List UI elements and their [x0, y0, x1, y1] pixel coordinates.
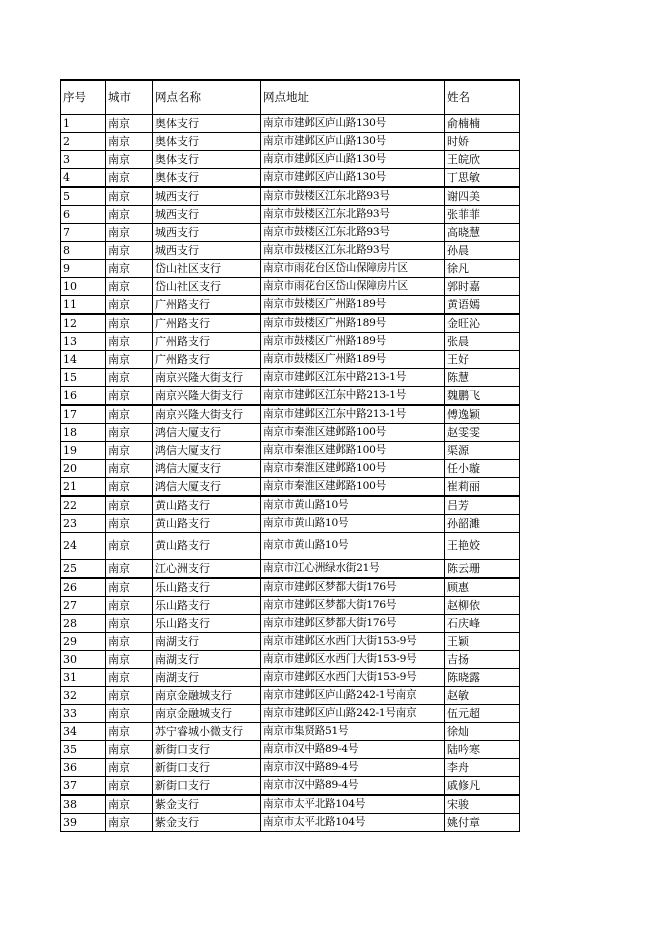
person-name-cell[interactable]: 姚付章 [445, 813, 520, 831]
city-cell[interactable]: 南京 [106, 596, 153, 614]
city-cell[interactable]: 南京 [106, 423, 153, 441]
branch-name-cell[interactable]: 南京金融城支行 [153, 686, 261, 704]
index-cell[interactable]: 10 [61, 277, 106, 295]
branch-address-cell[interactable]: 南京市建邺区庐山路130号 [261, 168, 445, 187]
table-row [61, 241, 520, 259]
branch-name-cell[interactable]: 乐山路支行 [153, 596, 261, 614]
branch-name-cell[interactable]: 乐山路支行 [153, 614, 261, 632]
index-cell[interactable]: 15 [61, 368, 106, 386]
city-cell[interactable]: 南京 [106, 241, 153, 259]
city-cell[interactable]: 南京 [106, 776, 153, 795]
table-row [61, 722, 520, 740]
index-cell[interactable]: 11 [61, 295, 106, 314]
branch-name-cell[interactable]: 乐山路支行 [153, 578, 261, 597]
branch-name-cell[interactable]: 南京兴隆大街支行 [153, 405, 261, 424]
branch-name-cell[interactable]: 紫金支行 [153, 795, 261, 814]
branch-name-cell[interactable]: 广州路支行 [153, 350, 261, 368]
table-row [61, 114, 520, 132]
city-cell[interactable]: 南京 [106, 441, 153, 459]
table-row [61, 596, 520, 614]
city-cell[interactable]: 南京 [106, 704, 153, 722]
index-cell[interactable]: 32 [61, 686, 106, 704]
table-row [61, 423, 520, 441]
branch-name-cell[interactable]: 南京金融城支行 [153, 704, 261, 722]
table-row [61, 205, 520, 223]
table-row [61, 386, 520, 405]
city-cell[interactable]: 南京 [106, 114, 153, 132]
branch-name-cell[interactable]: 广州路支行 [153, 314, 261, 333]
index-cell[interactable]: 13 [61, 332, 106, 350]
table-row [61, 132, 520, 150]
index-cell[interactable]: 34 [61, 722, 106, 740]
table-row [61, 514, 520, 532]
index-cell[interactable]: 4 [61, 168, 106, 187]
branch-name-cell[interactable]: 鸿信大厦支行 [153, 459, 261, 477]
person-name-cell[interactable]: 金旺沁 [445, 314, 520, 333]
person-name-cell[interactable]: 吉扬 [445, 650, 520, 668]
table-row [61, 405, 520, 424]
index-cell[interactable]: 9 [61, 259, 106, 277]
branch-name-cell[interactable]: 奥体支行 [153, 114, 261, 132]
city-cell[interactable]: 南京 [106, 578, 153, 597]
branch-address-cell[interactable]: 南京市鼓楼区江东北路93号 [261, 187, 445, 206]
table-row [61, 758, 520, 776]
index-cell[interactable]: 29 [61, 632, 106, 650]
index-cell[interactable]: 12 [61, 314, 106, 333]
branch-address-cell[interactable]: 南京市秦淮区建邺路100号 [261, 459, 445, 477]
person-name-cell[interactable]: 赵柳依 [445, 596, 520, 614]
index-cell[interactable]: 39 [61, 813, 106, 831]
branch-name-cell[interactable]: 新街口支行 [153, 740, 261, 758]
person-name-cell[interactable]: 傅逸颖 [445, 405, 520, 424]
branch-name-cell[interactable]: 南湖支行 [153, 650, 261, 668]
branch-address-cell[interactable]: 南京市建邺区水西门大街153-9号 [261, 632, 445, 650]
index-cell[interactable]: 2 [61, 132, 106, 150]
staff-table [60, 79, 520, 832]
branch-address-cell[interactable]: 南京市建邺区江东中路213-1号 [261, 405, 445, 424]
table-row [61, 740, 520, 758]
city-cell[interactable]: 南京 [106, 740, 153, 758]
branch-address-cell[interactable]: 南京市建邺区梦都大街176号 [261, 596, 445, 614]
table-row [61, 477, 520, 496]
branch-name-cell[interactable]: 城西支行 [153, 187, 261, 206]
branch-address-cell[interactable]: 南京市建邺区庐山路130号 [261, 132, 445, 150]
branch-name-cell[interactable]: 新街口支行 [153, 758, 261, 776]
branch-address-cell[interactable]: 南京市太平北路104号 [261, 795, 445, 814]
index-cell[interactable]: 37 [61, 776, 106, 795]
index-cell[interactable]: 23 [61, 514, 106, 532]
city-cell[interactable]: 南京 [106, 686, 153, 704]
person-name-cell[interactable]: 丁思敏 [445, 168, 520, 187]
city-cell[interactable]: 南京 [106, 722, 153, 740]
index-cell[interactable]: 25 [61, 559, 106, 578]
city-cell[interactable]: 南京 [106, 386, 153, 405]
city-cell[interactable]: 南京 [106, 559, 153, 578]
city-cell[interactable]: 南京 [106, 477, 153, 496]
index-cell[interactable]: 7 [61, 223, 106, 241]
index-cell[interactable]: 38 [61, 795, 106, 814]
city-cell[interactable]: 南京 [106, 632, 153, 650]
branch-address-cell[interactable]: 南京市黄山路10号 [261, 514, 445, 532]
branch-name-cell[interactable]: 奥体支行 [153, 150, 261, 168]
person-name-cell[interactable]: 俞楠楠 [445, 114, 520, 132]
branch-address-cell[interactable]: 南京市建邺区水西门大街153-9号 [261, 668, 445, 686]
table-row [61, 259, 520, 277]
branch-name-cell[interactable]: 广州路支行 [153, 332, 261, 350]
branch-name-cell[interactable]: 岱山社区支行 [153, 259, 261, 277]
branch-address-cell[interactable]: 南京市汉中路89-4号 [261, 740, 445, 758]
index-cell[interactable]: 33 [61, 704, 106, 722]
branch-address-cell[interactable]: 南京市秦淮区建邺路100号 [261, 423, 445, 441]
index-cell[interactable]: 14 [61, 350, 106, 368]
branch-name-cell[interactable]: 南湖支行 [153, 668, 261, 686]
header-cell-city[interactable]: 城市 [106, 80, 153, 114]
table-row [61, 813, 520, 831]
table-row [61, 187, 520, 206]
city-cell[interactable]: 南京 [106, 295, 153, 314]
person-name-cell[interactable]: 戚修凡 [445, 776, 520, 795]
branch-address-cell[interactable]: 南京市集贤路51号 [261, 722, 445, 740]
table-row [61, 277, 520, 295]
branch-address-cell[interactable]: 南京市建邺区庐山路130号 [261, 114, 445, 132]
table-row [61, 496, 520, 515]
branch-address-cell[interactable]: 南京市鼓楼区广州路189号 [261, 314, 445, 333]
index-cell[interactable]: 17 [61, 405, 106, 424]
branch-name-cell[interactable]: 南京兴隆大街支行 [153, 386, 261, 405]
person-name-cell[interactable]: 李舟 [445, 758, 520, 776]
branch-address-cell[interactable]: 南京市秦淮区建邺路100号 [261, 441, 445, 459]
branch-name-cell[interactable]: 南湖支行 [153, 632, 261, 650]
table-row [61, 150, 520, 168]
person-name-cell[interactable]: 赵敏 [445, 686, 520, 704]
header-cell-branch-address[interactable]: 网点地址 [261, 80, 445, 114]
index-cell[interactable]: 21 [61, 477, 106, 496]
table-row [61, 314, 520, 333]
branch-address-cell[interactable]: 南京市建邺区梦都大街176号 [261, 614, 445, 632]
person-name-cell[interactable]: 宋骏 [445, 795, 520, 814]
index-cell[interactable]: 31 [61, 668, 106, 686]
branch-address-cell[interactable]: 南京市鼓楼区江东北路93号 [261, 241, 445, 259]
person-name-cell[interactable]: 郭时嘉 [445, 277, 520, 295]
table-row [61, 223, 520, 241]
city-cell[interactable]: 南京 [106, 350, 153, 368]
branch-address-cell[interactable]: 南京市鼓楼区广州路189号 [261, 295, 445, 314]
table-row [61, 632, 520, 650]
branch-address-cell[interactable]: 南京市雨花台区岱山保障房片区 [261, 277, 445, 295]
branch-address-cell[interactable]: 南京市建邺区庐山路242-1号南京 [261, 686, 445, 704]
person-name-cell[interactable]: 陈晓露 [445, 668, 520, 686]
person-name-cell[interactable]: 孙晨 [445, 241, 520, 259]
city-cell[interactable]: 南京 [106, 150, 153, 168]
person-name-cell[interactable]: 石庆峰 [445, 614, 520, 632]
branch-address-cell[interactable]: 南京市建邺区江东中路213-1号 [261, 368, 445, 386]
person-name-cell[interactable]: 渠源 [445, 441, 520, 459]
index-cell[interactable]: 20 [61, 459, 106, 477]
city-cell[interactable]: 南京 [106, 223, 153, 241]
person-name-cell[interactable]: 张晨 [445, 332, 520, 350]
index-cell[interactable]: 19 [61, 441, 106, 459]
branch-address-cell[interactable]: 南京市汉中路89-4号 [261, 758, 445, 776]
person-name-cell[interactable]: 顾惠 [445, 578, 520, 597]
branch-address-cell[interactable]: 南京市建邺区庐山路242-1号南京 [261, 704, 445, 722]
table-row [61, 295, 520, 314]
table-row [61, 441, 520, 459]
index-cell[interactable]: 3 [61, 150, 106, 168]
branch-name-cell[interactable]: 城西支行 [153, 223, 261, 241]
city-cell[interactable]: 南京 [106, 514, 153, 532]
index-cell[interactable]: 1 [61, 114, 106, 132]
branch-address-cell[interactable]: 南京市鼓楼区江东北路93号 [261, 205, 445, 223]
branch-address-cell[interactable]: 南京市黄山路10号 [261, 532, 445, 559]
branch-name-cell[interactable]: 江心洲支行 [153, 559, 261, 578]
branch-address-cell[interactable]: 南京市鼓楼区广州路189号 [261, 332, 445, 350]
person-name-cell[interactable]: 陈云珊 [445, 559, 520, 578]
city-cell[interactable]: 南京 [106, 168, 153, 187]
person-name-cell[interactable]: 张菲菲 [445, 205, 520, 223]
header-cell-person-name[interactable]: 姓名 [445, 80, 520, 114]
table-row [61, 668, 520, 686]
person-name-cell[interactable]: 徐灿 [445, 722, 520, 740]
table-row [61, 532, 520, 559]
person-name-cell[interactable]: 魏鹏飞 [445, 386, 520, 405]
person-name-cell[interactable]: 王颖 [445, 632, 520, 650]
index-cell[interactable]: 24 [61, 532, 106, 559]
table-row [61, 650, 520, 668]
index-cell[interactable]: 8 [61, 241, 106, 259]
branch-name-cell[interactable]: 奥体支行 [153, 132, 261, 150]
branch-name-cell[interactable]: 紫金支行 [153, 813, 261, 831]
index-cell[interactable]: 35 [61, 740, 106, 758]
branch-address-cell[interactable]: 南京市汉中路89-4号 [261, 776, 445, 795]
city-cell[interactable]: 南京 [106, 758, 153, 776]
table-row [61, 776, 520, 795]
person-name-cell[interactable]: 吕芳 [445, 496, 520, 515]
branch-address-cell[interactable]: 南京市建邺区水西门大街153-9号 [261, 650, 445, 668]
city-cell[interactable]: 南京 [106, 459, 153, 477]
branch-name-cell[interactable]: 城西支行 [153, 241, 261, 259]
index-cell[interactable]: 5 [61, 187, 106, 206]
person-name-cell[interactable]: 伍元超 [445, 704, 520, 722]
branch-address-cell[interactable]: 南京市建邺区庐山路130号 [261, 150, 445, 168]
table-row [61, 614, 520, 632]
branch-name-cell[interactable]: 黄山路支行 [153, 532, 261, 559]
city-cell[interactable]: 南京 [106, 314, 153, 333]
branch-name-cell[interactable]: 鸿信大厦支行 [153, 423, 261, 441]
table-row [61, 704, 520, 722]
branch-address-cell[interactable]: 南京市秦淮区建邺路100号 [261, 477, 445, 496]
branch-name-cell[interactable]: 鸿信大厦支行 [153, 477, 261, 496]
index-cell[interactable]: 36 [61, 758, 106, 776]
index-cell[interactable]: 16 [61, 386, 106, 405]
branch-name-cell[interactable]: 奥体支行 [153, 168, 261, 187]
person-name-cell[interactable]: 王好 [445, 350, 520, 368]
table-row [61, 459, 520, 477]
person-name-cell[interactable]: 赵雯雯 [445, 423, 520, 441]
table-row [61, 368, 520, 386]
table-row [61, 168, 520, 187]
city-cell[interactable]: 南京 [106, 405, 153, 424]
header-row [61, 80, 520, 114]
city-cell[interactable]: 南京 [106, 259, 153, 277]
branch-name-cell[interactable]: 新街口支行 [153, 776, 261, 795]
person-name-cell[interactable]: 高晓慧 [445, 223, 520, 241]
city-cell[interactable]: 南京 [106, 368, 153, 386]
header-cell-index[interactable]: 序号 [61, 80, 106, 114]
index-cell[interactable]: 22 [61, 496, 106, 515]
person-name-cell[interactable]: 谢四美 [445, 187, 520, 206]
branch-address-cell[interactable]: 南京市建邺区梦都大街176号 [261, 578, 445, 597]
city-cell[interactable]: 南京 [106, 668, 153, 686]
branch-address-cell[interactable]: 南京市江心洲绿水街21号 [261, 559, 445, 578]
branch-address-cell[interactable]: 南京市鼓楼区广州路189号 [261, 350, 445, 368]
branch-address-cell[interactable]: 南京市建邺区江东中路213-1号 [261, 386, 445, 405]
city-cell[interactable]: 南京 [106, 496, 153, 515]
city-cell[interactable]: 南京 [106, 650, 153, 668]
person-name-cell[interactable]: 黄语嫣 [445, 295, 520, 314]
table-row [61, 559, 520, 578]
person-name-cell[interactable]: 王艳姣 [445, 532, 520, 559]
branch-name-cell[interactable]: 黄山路支行 [153, 496, 261, 515]
index-cell[interactable]: 28 [61, 614, 106, 632]
person-name-cell[interactable]: 时娇 [445, 132, 520, 150]
branch-name-cell[interactable]: 城西支行 [153, 205, 261, 223]
table-row [61, 686, 520, 704]
person-name-cell[interactable]: 陈慧 [445, 368, 520, 386]
table-row [61, 795, 520, 814]
branch-name-cell[interactable]: 黄山路支行 [153, 514, 261, 532]
city-cell[interactable]: 南京 [106, 132, 153, 150]
person-name-cell[interactable]: 孙韶濉 [445, 514, 520, 532]
index-cell[interactable]: 26 [61, 578, 106, 597]
branch-address-cell[interactable]: 南京市雨花台区岱山保障房片区 [261, 259, 445, 277]
branch-name-cell[interactable]: 鸿信大厦支行 [153, 441, 261, 459]
city-cell[interactable]: 南京 [106, 813, 153, 831]
branch-address-cell[interactable]: 南京市黄山路10号 [261, 496, 445, 515]
city-cell[interactable]: 南京 [106, 277, 153, 295]
person-name-cell[interactable]: 徐凡 [445, 259, 520, 277]
person-name-cell[interactable]: 任小璇 [445, 459, 520, 477]
branch-name-cell[interactable]: 苏宁睿城小微支行 [153, 722, 261, 740]
branch-name-cell[interactable]: 岱山社区支行 [153, 277, 261, 295]
person-name-cell[interactable]: 王皖欣 [445, 150, 520, 168]
index-cell[interactable]: 18 [61, 423, 106, 441]
table-row [61, 578, 520, 597]
city-cell[interactable]: 南京 [106, 187, 153, 206]
city-cell[interactable]: 南京 [106, 332, 153, 350]
index-cell[interactable]: 27 [61, 596, 106, 614]
city-cell[interactable]: 南京 [106, 532, 153, 559]
branch-address-cell[interactable]: 南京市太平北路104号 [261, 813, 445, 831]
table-row [61, 350, 520, 368]
index-cell[interactable]: 6 [61, 205, 106, 223]
table-row [61, 332, 520, 350]
branch-name-cell[interactable]: 广州路支行 [153, 295, 261, 314]
branch-name-cell[interactable]: 南京兴隆大街支行 [153, 368, 261, 386]
city-cell[interactable]: 南京 [106, 205, 153, 223]
header-cell-branch-name[interactable]: 网点名称 [153, 80, 261, 114]
branch-address-cell[interactable]: 南京市鼓楼区江东北路93号 [261, 223, 445, 241]
person-name-cell[interactable]: 崔莉丽 [445, 477, 520, 496]
index-cell[interactable]: 30 [61, 650, 106, 668]
person-name-cell[interactable]: 陆吟寒 [445, 740, 520, 758]
city-cell[interactable]: 南京 [106, 795, 153, 814]
city-cell[interactable]: 南京 [106, 614, 153, 632]
